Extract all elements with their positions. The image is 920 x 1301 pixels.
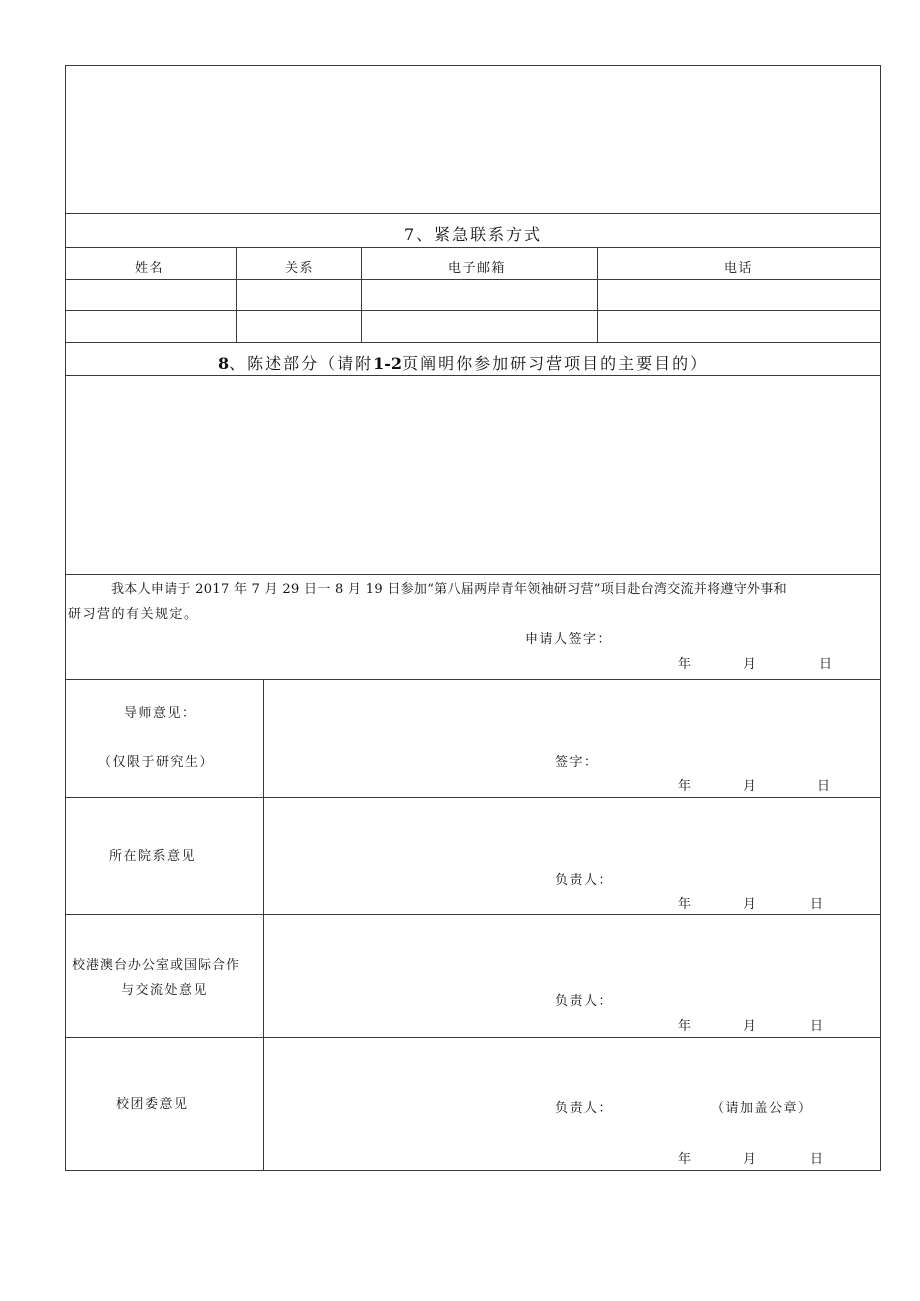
date-year: 年 [678, 897, 693, 912]
declaration-line-2: 研习营的有关规定。 [68, 607, 199, 622]
department-signature-label: 负责人： [555, 873, 614, 888]
contact-row-2-phone[interactable] [598, 311, 880, 342]
contact-row-1-relationship[interactable] [237, 280, 361, 310]
row-divider [65, 574, 881, 575]
contact-row-1-name[interactable] [66, 280, 236, 310]
date-day: 日 [810, 1152, 825, 1167]
table-border-bottom [65, 1170, 881, 1171]
row-divider [65, 679, 881, 680]
column-header-email: 电子邮箱 [448, 261, 507, 276]
advisor-note: （仅限于研究生） [98, 755, 215, 770]
row-divider [65, 797, 881, 798]
date-day: 日 [819, 657, 834, 672]
row-divider [65, 247, 881, 248]
section-8-title [218, 356, 708, 372]
advisor-label: 导师意见： [124, 706, 197, 721]
date-month: 月 [743, 1152, 758, 1167]
department-label: 所在院系意见 [109, 849, 197, 864]
applicant-signature-label: 申请人签字： [525, 632, 613, 647]
intl-office-label-2: 与交流处意见 [121, 983, 209, 998]
intl-office-signature-label: 负责人： [555, 994, 614, 1009]
date-month: 月 [743, 1019, 758, 1034]
declaration-line-1: 我本人申请于 2017 年 7 月 29 日一 8 月 19 日参加“第八届两岸青年领袖研习营”项目赴台湾交流并将遵守外事和 [111, 582, 787, 597]
contact-row-1-phone[interactable] [598, 280, 880, 310]
statement-area[interactable] [66, 376, 880, 574]
date-month: 月 [743, 779, 758, 794]
section-8-pages: 1-2 [373, 354, 403, 373]
column-header-relationship: 关系 [285, 261, 315, 276]
youth-league-label: 校团委意见 [116, 1097, 189, 1112]
table-border-top [65, 65, 881, 66]
row-divider [65, 213, 881, 214]
column-header-phone: 电话 [724, 261, 754, 276]
contact-row-2-name[interactable] [66, 311, 236, 342]
contact-row-2-relationship[interactable] [237, 311, 361, 342]
table-border-left [65, 65, 66, 1171]
section-7-title: 7、紧急联系方式 [404, 225, 543, 244]
date-year: 年 [678, 1152, 693, 1167]
official-seal-note: （请加盖公章） [711, 1101, 813, 1116]
row-divider [65, 914, 881, 915]
contact-row-2-email[interactable] [362, 311, 597, 342]
date-year: 年 [678, 1019, 693, 1034]
date-day: 日 [810, 897, 825, 912]
section-8-text-a: 、陈述部分（请附 [229, 354, 374, 373]
advisor-signature-label: 签字： [555, 755, 599, 770]
row-divider [65, 342, 881, 343]
intl-office-label: 校港澳台办公室或国际合作 [72, 958, 241, 973]
date-year: 年 [678, 779, 693, 794]
table-border-right [880, 65, 881, 1171]
column-divider [263, 679, 264, 1171]
date-day: 日 [810, 1019, 825, 1034]
row-divider [65, 1037, 881, 1038]
column-header-name: 姓名 [135, 261, 165, 276]
section-8-number: 8 [218, 354, 230, 373]
youth-league-signature-label: 负责人： [555, 1101, 614, 1116]
date-month: 月 [743, 897, 758, 912]
contact-row-1-email[interactable] [362, 280, 597, 310]
section-8-text-b: 页阐明你参加研习营项目的主要目的） [402, 354, 709, 373]
date-month: 月 [743, 657, 758, 672]
date-year: 年 [678, 657, 693, 672]
date-day: 日 [817, 779, 832, 794]
